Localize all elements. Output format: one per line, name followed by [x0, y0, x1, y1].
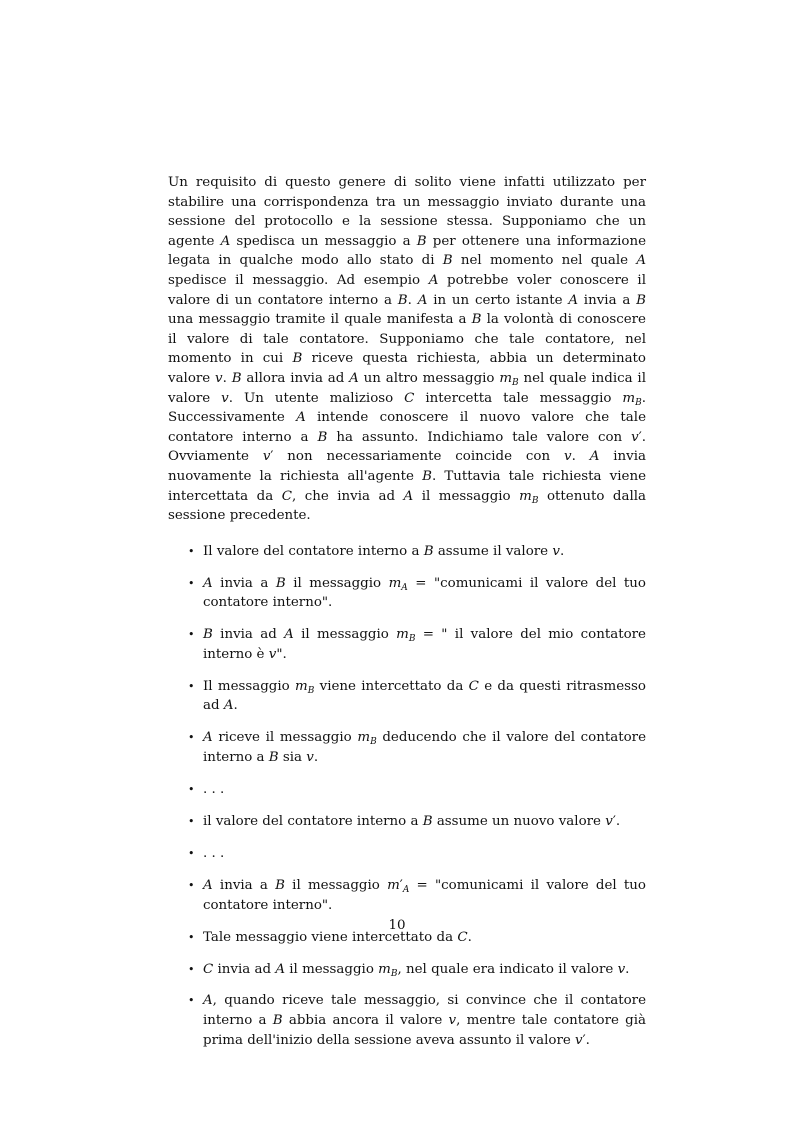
list-item-text: Il valore del contatore interno a B assume il valore v.	[203, 543, 565, 559]
list-item	[168, 812, 646, 832]
body-paragraph: Un requisito di questo genere di solito viene infatti utilizzato per stabilire una corrispondenza tra un messaggio inviato durante una sessione del protocollo e la sessione stessa. Supponiamo che un agente A spedisca un messaggio a B per ottenere una informazione legata in qualche modo allo stato di B nel momento nel quale A spedisce il messaggio. Ad esempio A potrebbe voler conoscere il valore di un contatore interno a B. A in un certo istante A invia a B una messaggio tramite il quale manifesta a B la volontà di conoscere il valore di tale contatore. Supponiamo che tale contatore, nel momento in cui B riceve questa richiesta, abbia un determinato valore v. B allora invia ad A un altro messaggio $m_B$ nel quale indica il valore v. Un utente malizioso C intercetta tale messaggio $m_B$. Successivamente A intende conoscere il nuovo valore che tale contatore interno a B ha assunto. Indichiamo tale valore con v′. Ovviamente v′ non necessariamente coincide con v. A invia nuovamente la richiesta all'agente B. Tuttavia tale richiesta viene intercettata da C, che invia ad A il messaggio $m_B$ ottenuto dalla sessione precedente.	[168, 175, 647, 524]
bullet-icon: •	[188, 679, 195, 693]
bullet-icon: •	[188, 878, 195, 892]
list-item-text: . . .	[203, 781, 225, 797]
list-item	[168, 780, 646, 800]
list-item-text: A invia a B il messaggio $m'_A$ = "comunicami il valore del tuo contatore interno".	[203, 877, 646, 913]
list-item-text: . . .	[203, 845, 225, 861]
bullet-icon: •	[188, 994, 195, 1008]
list-item	[168, 625, 646, 664]
page-number: 10	[388, 918, 406, 933]
list-item-text: Il messaggio $m_B$ viene intercettato da C e da questi ritrasmesso ad A.	[203, 678, 646, 714]
bullet-icon: •	[188, 576, 195, 590]
list-item-text: Tale messaggio viene intercettato da C.	[203, 929, 472, 945]
list-item	[168, 728, 646, 767]
bullet-icon: •	[188, 930, 195, 944]
list-item-text: B invia ad A il messaggio $m_B$ = " il valore del mio contatore interno è v".	[203, 627, 646, 662]
list-item	[168, 677, 646, 716]
list-item-text: A invia a B il messaggio $m_A$ = "comunicami il valore del tuo contatore interno".	[203, 575, 646, 611]
bullet-icon: •	[188, 731, 195, 745]
bullet-icon: •	[188, 782, 195, 796]
list-item	[168, 876, 646, 915]
bullet-icon: •	[188, 962, 195, 976]
list-item-text: il valore del contatore interno a B assume un nuovo valore v′.	[203, 813, 621, 829]
list-item	[168, 960, 646, 980]
list-item-text: A riceve il messaggio $m_B$ deducendo che il valore del contatore interno a B sia v.	[203, 730, 647, 765]
list-item	[168, 844, 646, 864]
list-item	[168, 574, 646, 613]
bullet-icon: •	[188, 628, 195, 642]
list-item-text: C invia ad A il messaggio $m_B$, nel quale era indicato il valore v.	[203, 961, 630, 979]
list-item	[168, 542, 646, 562]
bullet-icon: •	[188, 814, 195, 828]
bullet-icon: •	[188, 846, 195, 860]
list-item	[168, 991, 646, 1050]
bullet-list	[168, 542, 646, 1051]
bullet-icon: •	[188, 544, 195, 558]
list-item-text: A, quando riceve tale messaggio, si convince che il contatore interno a B abbia ancora il valore v, mentre tale contatore già prima dell'inizio della sessione aveva assunto il valore v′.	[203, 993, 646, 1048]
